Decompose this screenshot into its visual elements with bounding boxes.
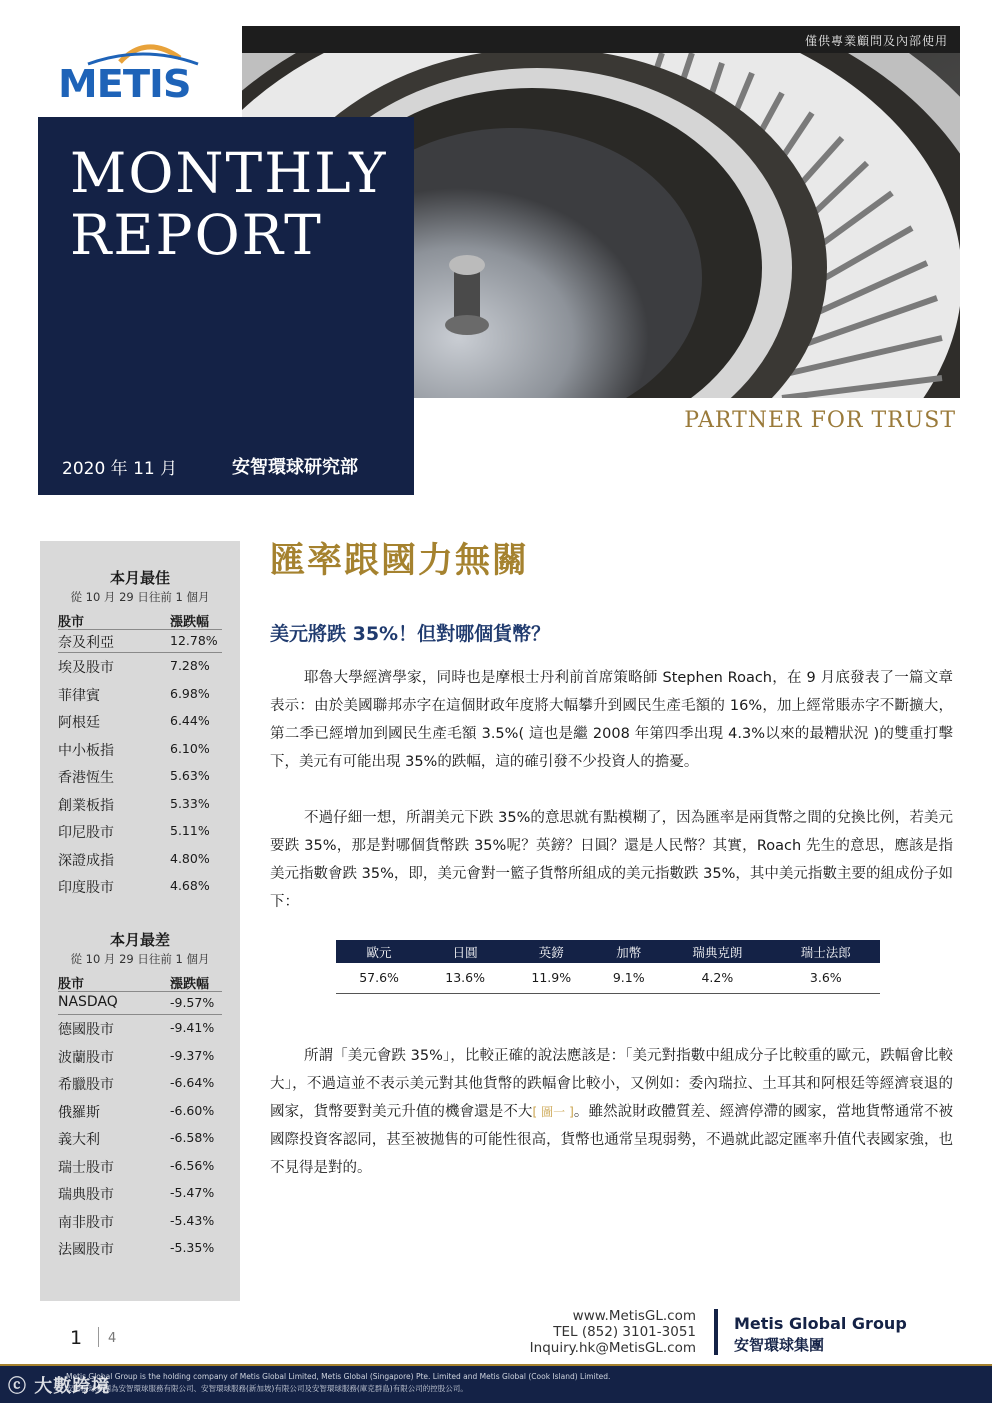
market-change: 7.28% xyxy=(170,658,210,673)
market-name: 希臘股市 xyxy=(58,1077,114,1093)
confidential-note: 僅供專業顧問及內部使用 xyxy=(804,34,948,48)
worst-col-change: 漲跌幅 xyxy=(170,977,210,992)
best-market-row xyxy=(58,873,222,901)
market-change: -5.35% xyxy=(170,1240,215,1255)
market-change: -6.58% xyxy=(170,1130,215,1145)
market-change: 5.63% xyxy=(170,768,210,783)
market-name: 中小板指 xyxy=(58,742,114,759)
best-market-row xyxy=(58,763,222,791)
market-change: -9.57% xyxy=(170,995,215,1010)
market-name: 埃及股市 xyxy=(58,660,114,676)
currency-weight: 11.9% xyxy=(508,963,594,993)
worst-title: 本月最差 xyxy=(109,931,170,949)
page-total: 4 xyxy=(108,1331,117,1346)
currency-weight: 4.2% xyxy=(663,963,771,993)
currency-header: 瑞士法郎 xyxy=(772,940,880,963)
best-market-row xyxy=(58,846,222,874)
market-change: -6.64% xyxy=(170,1075,215,1090)
best-market-row xyxy=(58,653,222,681)
contact-info xyxy=(530,1308,696,1356)
department-name: 安智環球研究部 xyxy=(232,457,358,478)
currency-weight: 3.6% xyxy=(772,963,880,993)
currency-header: 歐元 xyxy=(336,940,422,963)
market-name: 香港恆生 xyxy=(58,770,114,786)
currency-header: 瑞典克朗 xyxy=(663,940,771,963)
best-market-row xyxy=(58,818,222,846)
article-subtitle: 美元將跌 35%！但對哪個貨幣？ xyxy=(270,623,551,645)
worst-subtitle: 從 10 月 29 日往前 1 個月 xyxy=(70,952,210,966)
market-change: -6.56% xyxy=(170,1157,215,1173)
market-change: -5.43% xyxy=(170,1212,215,1228)
worst-table-header xyxy=(58,973,222,992)
best-col-market: 股市 xyxy=(58,615,85,630)
legal-text-zh: 安智環球集團為安智環球服務有限公司、安智環球服務(新加坡)有限公司及安智環球服務(庫克群島)有限公司的控股公司。 xyxy=(66,1384,468,1393)
market-change: -9.41% xyxy=(170,1020,215,1035)
worst-market-row xyxy=(58,1180,222,1208)
worst-rows xyxy=(58,993,222,1263)
currency-weight: 57.6% xyxy=(336,963,422,993)
currency-weight: 9.1% xyxy=(594,963,663,993)
legal-bar xyxy=(0,1364,992,1403)
best-market-row xyxy=(58,736,222,764)
currency-header: 加幣 xyxy=(594,940,663,963)
market-name: 法國股市 xyxy=(58,1242,114,1258)
market-change: 5.33% xyxy=(170,795,210,811)
best-subtitle: 從 10 月 29 日往前 1 個月 xyxy=(70,590,210,604)
brand-name-zh: 安智環球集團 xyxy=(734,1336,825,1354)
worst-market-row xyxy=(58,1070,222,1098)
market-name: 菲律賓 xyxy=(58,687,100,704)
legal-text-en: Metis Global Group is the holding company of Metis Global Limited, Metis Global (Singapore) Pte. Limited and Metis Global (Cook Island) Limited. xyxy=(66,1372,611,1381)
worst-market-row xyxy=(58,1153,222,1181)
watermark-text: 大數跨境 xyxy=(34,1376,111,1397)
gold-accent-line xyxy=(0,1364,992,1366)
market-name: 阿根廷 xyxy=(58,715,100,731)
worst-market-row xyxy=(58,1043,222,1071)
market-sidebar xyxy=(40,541,240,1301)
best-col-change: 漲跌幅 xyxy=(170,615,210,630)
report-title-line1: MONTHLY xyxy=(70,141,388,205)
best-market-row xyxy=(58,791,222,819)
market-change: 12.78% xyxy=(170,633,218,648)
best-title: 本月最佳 xyxy=(109,569,170,587)
worst-market-row xyxy=(58,993,222,1015)
market-change: -5.47% xyxy=(170,1185,215,1200)
market-name: 義大利 xyxy=(58,1132,100,1148)
best-market-row xyxy=(58,708,222,736)
article-title: 匯率跟國力無關 xyxy=(270,541,530,581)
best-rows xyxy=(58,631,222,901)
market-name: 南非股市 xyxy=(58,1214,114,1231)
paragraph-2: 不過仔細一想，所謂美元下跌 35%的意思就有點模糊了，因為匯率是兩貨幣之間的兌換比例，若美元要跌 35%，那是對哪個貨幣跌 35%呢？英鎊？日圓？還是人民幣？其實，Roach 先生的意思，應該是指美元指數會跌 35%，即，美元會對一籃子貨幣所組成的美元指數跌 35%，其中美元指數主要的組成份子如下： xyxy=(270,810,953,910)
market-name: 奈及利亞 xyxy=(58,635,114,651)
currency-weight: 13.6% xyxy=(422,963,508,993)
market-name: 印度股市 xyxy=(58,880,114,896)
currency-header: 英鎊 xyxy=(508,940,594,963)
watermark-icon: ⓒ xyxy=(8,1376,35,1397)
logo-wordmark: METIS xyxy=(58,62,191,106)
brand-name-en: Metis Global Group xyxy=(734,1314,907,1333)
footer-divider xyxy=(714,1309,718,1355)
worst-market-row xyxy=(58,1208,222,1236)
currency-table-row xyxy=(336,963,880,993)
market-change: 6.44% xyxy=(170,713,210,728)
market-change: -9.37% xyxy=(170,1047,215,1063)
best-market-row xyxy=(58,681,222,709)
paragraph-3-before: 所謂「美元會跌 35%」，比較正確的說法應該是：「美元對指數中組成分子比較重的歐元，跌幅會比較大」，不過這並不表示美元對其他貨幣的跌幅會比較小，又例如：委內瑞拉、土耳其和阿根廷等經濟衰退的國家，貨幣要對美元升值的機會還是不大 xyxy=(270,1048,953,1120)
currency-weight-table xyxy=(336,940,880,994)
market-name: 波蘭股市 xyxy=(58,1049,114,1066)
currency-table-header xyxy=(336,940,880,963)
market-name: 印尼股市 xyxy=(58,825,114,841)
email-link[interactable]: Inquiry.hk@MetisGL.com xyxy=(529,1340,696,1356)
market-name: 深證成指 xyxy=(58,852,114,869)
telephone: TEL (852) 3101-3051 xyxy=(553,1324,696,1340)
market-name: 創業板指 xyxy=(58,797,114,814)
figure-1-reference[interactable]: [ 圖一 ] xyxy=(532,1105,574,1119)
market-change: 5.11% xyxy=(170,823,210,838)
worst-market-row xyxy=(58,1125,222,1153)
market-name: 德國股市 xyxy=(58,1022,114,1038)
website-link[interactable]: www.MetisGL.com xyxy=(572,1308,696,1324)
market-name: 俄羅斯 xyxy=(58,1104,100,1121)
best-table-header xyxy=(58,611,222,630)
market-name: NASDAQ xyxy=(58,994,118,1010)
top-bar xyxy=(242,26,960,53)
market-change: 4.68% xyxy=(170,878,210,893)
best-market-row xyxy=(58,631,222,653)
report-date: 2020 年 11 月 xyxy=(62,459,178,479)
paragraph-3-after: 。雖然說財政體質差、經濟停滯的國家，當地貨幣通常不被國際投資客認同，甚至被拋售的可能性很高，貨幣也通常呈現弱勢，不過就此認定匯率升值代表國家強，也不見得是對的。 xyxy=(270,1104,953,1176)
worst-market-row xyxy=(58,1098,222,1126)
title-panel xyxy=(38,117,414,495)
market-change: 6.10% xyxy=(170,740,210,756)
watermark xyxy=(8,1372,110,1398)
market-name: 瑞典股市 xyxy=(58,1187,114,1203)
page-number: 1 xyxy=(70,1327,83,1349)
market-name: 瑞士股市 xyxy=(58,1159,114,1176)
currency-header: 日圓 xyxy=(422,940,508,963)
report-title-line2: REPORT xyxy=(70,203,323,267)
tagline: PARTNER FOR TRUST xyxy=(684,408,956,433)
page-separator xyxy=(98,1327,99,1347)
worst-market-row xyxy=(58,1015,222,1043)
metis-logo xyxy=(58,36,208,106)
market-change: 4.80% xyxy=(170,850,210,866)
paragraph-3 xyxy=(270,1042,953,1182)
paragraph-1: 耶魯大學經濟學家，同時也是摩根士丹利前首席策略師 Stephen Roach，在 9 月底發表了一篇文章表示：由於美國聯邦赤字在這個財政年度將大幅攀升到國民生產毛額的 16%，加上經常賬赤字不斷擴大，第二季已經增加到國民生產毛額 3.5%( 這也是繼 2008 年第四季出現 4.3%以來的最糟狀況 )的雙重打擊下，美元有可能出現 35%的跌幅，這的確引發不少投資人的擔憂。 xyxy=(270,670,953,770)
market-change: -6.60% xyxy=(170,1102,215,1118)
worst-col-market: 股市 xyxy=(58,977,85,992)
worst-market-row xyxy=(58,1235,222,1263)
market-change: 6.98% xyxy=(170,685,210,701)
